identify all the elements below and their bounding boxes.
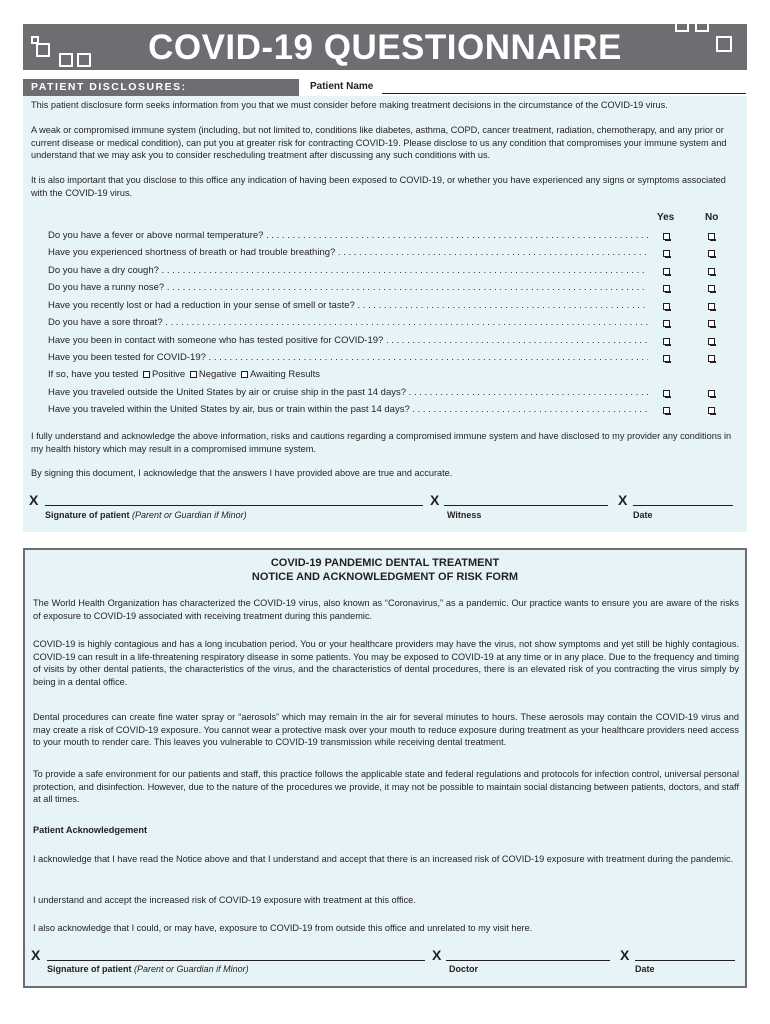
notice-title-line1: COVID-19 PANDEMIC DENTAL TREATMENT (270, 557, 500, 569)
notice-paragraph: I understand and accept the increased risk of COVID-19 exposure with treatment at this office. (33, 895, 416, 905)
positive-checkbox[interactable] (143, 371, 150, 378)
yes-checkbox[interactable] (663, 320, 670, 327)
notice-paragraph: To provide a safe environment for our patients and staff, this practice follows the applicable state and federal regulations and protocols for infection control, universal personal protection, and disinfection. However, due to the nature of the procedures we provide, it may not be possible to maintain social distancing between patients, doctors, and staff at all times. (33, 769, 739, 804)
notice-paragraph: I also acknowledge that I could, or may have, exposure to COVID-19 from outside this office and unrelated to my visit here. (33, 923, 533, 933)
question-sore-throat: Do you have a sore throat? . . . (48, 317, 648, 328)
patient-disclosures-label: PATIENT DISCLOSURES: (23, 79, 299, 96)
negative-checkbox[interactable] (190, 371, 197, 378)
patient-signature-line[interactable] (47, 960, 425, 961)
signature-x-mark: X (31, 947, 41, 963)
acknowledge-paragraph: I fully understand and acknowledge the above information, risks and cautions regarding a compromised immune system and have disclosed to my provider any conditions in my health history which may result in a compromised immune system. (31, 431, 732, 454)
witness-label: Witness (447, 510, 482, 520)
doctor-label: Doctor (449, 964, 478, 974)
no-checkbox[interactable] (708, 338, 715, 345)
signature-x-mark: X (430, 492, 440, 508)
yes-checkbox[interactable] (663, 250, 670, 257)
guardian-note: (Parent or Guardian if Minor) (134, 964, 249, 974)
positive-label: Positive (151, 369, 186, 380)
question-travel-within: Have you traveled within the United States by air, bus or train within the past 14 days? . . . (48, 404, 648, 415)
awaiting-checkbox[interactable] (241, 371, 248, 378)
patient-signature-line[interactable] (45, 505, 423, 506)
signature-x-mark: X (29, 492, 39, 508)
date-line[interactable] (635, 960, 735, 961)
yes-checkbox[interactable] (663, 233, 670, 240)
intro-paragraph: A weak or compromised immune system (including, but not limited to, conditions like diabetes, asthma, COPD, cancer treatment, radiation, chemotherapy, and any prior or current disease or medical condition), can put you at greater risk for contracting COVID-19. Please disclose to us any condition that compromises your immune system and understand that we may ask you to consider rescheduling treatment after discussing any such conditions with us. (31, 125, 727, 160)
no-checkbox[interactable] (708, 303, 715, 310)
signature-x-mark: X (432, 947, 442, 963)
notice-paragraph: COVID-19 is highly contagious and has a long incubation period. You or your healthcare providers may have the virus, not show symptoms and yet still be highly contagious. COVID-19 can result in a life-threatening respiratory disease in some patients. You may be exposed to COVID-19 at any time or in any place. Due to the frequency and timing of visits by other dental patients, the characteristics of the virus, and the characteristics of dental procedures, there is an elevated risk of you contracting the virus simply by being in a dental office. (33, 639, 739, 687)
no-checkbox[interactable] (708, 250, 715, 257)
yes-checkbox[interactable] (663, 268, 670, 275)
yes-checkbox[interactable] (663, 303, 670, 310)
yes-checkbox[interactable] (663, 355, 670, 362)
no-checkbox[interactable] (708, 320, 715, 327)
notice-title-line2: NOTICE AND ACKNOWLEDGMENT OF RISK FORM (251, 571, 519, 583)
notice-section (23, 548, 747, 988)
no-checkbox[interactable] (708, 285, 715, 292)
date-line[interactable] (633, 505, 733, 506)
question-breath: Have you experienced shortness of breath or had trouble breathing? . . . (48, 247, 648, 258)
intro-paragraph: This patient disclosure form seeks information from you that we must consider before making treatment decisions in the circumstance of the COVID-19 virus. (31, 100, 668, 110)
patient-name-field[interactable] (382, 93, 746, 94)
yes-column-header: Yes (657, 212, 675, 223)
no-checkbox[interactable] (708, 233, 715, 240)
signature-x-mark: X (620, 947, 630, 963)
signature-x-mark: X (618, 492, 628, 508)
patient-signature-text: Signature of patient (47, 964, 132, 974)
date-label: Date (635, 964, 655, 974)
no-checkbox[interactable] (708, 355, 715, 362)
notice-paragraph: The World Health Organization has characterized the COVID-19 virus, also known as “Coronavirus,” as a pandemic. Our practice wants to ensure you are aware of the risks of exposure to COVID-19 associated with receiving treatment during this pandemic. (33, 598, 739, 621)
question-runny-nose: Do you have a runny nose? . . . (48, 282, 648, 293)
disclosure-section (23, 96, 747, 532)
patient-name-label: Patient Name (310, 81, 374, 92)
question-cough: Do you have a dry cough? . . . (48, 265, 648, 276)
doctor-signature-line[interactable] (446, 960, 610, 961)
question-travel-outside: Have you traveled outside the United States by air or cruise ship in the past 14 days? . . . (48, 387, 648, 398)
notice-paragraph: I acknowledge that I have read the Notice above and that I understand and accept that there is an increased risk of COVID-19 exposure with treatment during the pandemic. (33, 854, 734, 864)
question-fever: Do you have a fever or above normal temperature? . . . (48, 230, 648, 241)
test-results-prefix: If so, have you tested (48, 369, 139, 380)
question-tested: Have you been tested for COVID-19? . . . (48, 352, 648, 363)
negative-label: Negative (198, 369, 237, 380)
awaiting-label: Awaiting Results (250, 369, 321, 380)
patient-acknowledgement-heading: Patient Acknowledgement (33, 825, 148, 835)
witness-signature-line[interactable] (444, 505, 608, 506)
no-checkbox[interactable] (708, 268, 715, 275)
no-checkbox[interactable] (708, 407, 715, 414)
patient-signature-label (45, 510, 247, 520)
no-checkbox[interactable] (708, 390, 715, 397)
page-title: COVID-19 QUESTIONNAIRE (148, 28, 622, 67)
date-label: Date (633, 510, 653, 520)
yes-checkbox[interactable] (663, 285, 670, 292)
question-contact: Have you been in contact with someone who has tested positive for COVID-19? . . . (48, 335, 648, 346)
patient-signature-text: Signature of patient (45, 510, 130, 520)
acknowledge-paragraph: By signing this document, I acknowledge that the answers I have provided above are true and accurate. (31, 468, 453, 478)
notice-paragraph: Dental procedures can create fine water spray or “aerosols” which may remain in the air for several minutes to hours. These aerosols may contain the COVID-19 virus and may create a risk of COVID-19 exposure. You cannot wear a protective mask over your mouth to reduce exposure during treatment as your healthcare providers need access to your mouth to render care. This leaves you vulnerable to COVID-19 transmission while receiving dental treatment. (33, 712, 739, 747)
title-banner (23, 24, 747, 70)
yes-checkbox[interactable] (663, 390, 670, 397)
patient-signature-label (47, 964, 249, 974)
question-smell-taste: Have you recently lost or had a reduction in your sense of smell or taste? . . . (48, 300, 648, 311)
yes-checkbox[interactable] (663, 338, 670, 345)
no-column-header: No (705, 212, 719, 223)
guardian-note: (Parent or Guardian if Minor) (132, 510, 247, 520)
test-results-row (48, 369, 320, 382)
yes-checkbox[interactable] (663, 407, 670, 414)
intro-paragraph: It is also important that you disclose to this office any indication of having been exposed to COVID-19, or whether you have experienced any signs or symptoms associated with the COVID-19 virus. (31, 175, 726, 198)
